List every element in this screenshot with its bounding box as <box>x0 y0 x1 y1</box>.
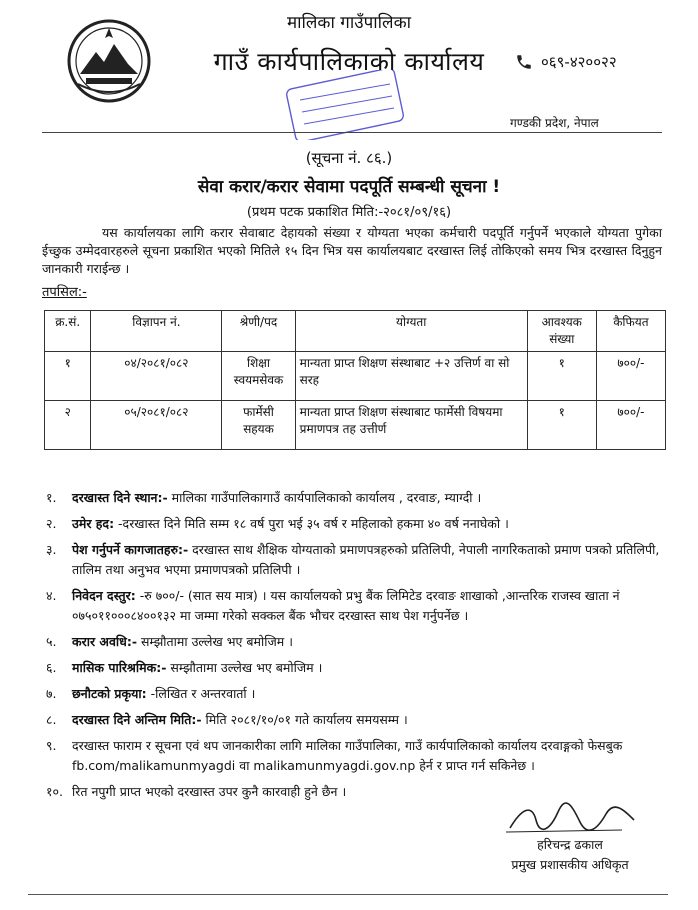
item-text <box>72 488 666 508</box>
item-label: दरखास्त दिने अन्तिम मिति:- <box>72 712 202 727</box>
cell-remarks: ७००/- <box>596 401 665 450</box>
item-label: उमेर हद: <box>72 516 115 531</box>
list-item <box>46 488 666 508</box>
handwritten-signature <box>502 798 642 838</box>
publication-date: (प्रथम पटक प्रकाशित मिति:-२०८१/०९/१६) <box>246 205 452 220</box>
item-text <box>72 586 666 626</box>
item-number: ९. <box>46 738 57 753</box>
table-row <box>45 352 666 401</box>
item-number: १०. <box>46 784 63 799</box>
intro-paragraph <box>42 224 662 278</box>
col-header-ad-no: विज्ञापन नं. <box>91 311 222 352</box>
list-item <box>46 710 666 730</box>
conditions-list <box>46 488 666 808</box>
table-row <box>45 401 666 450</box>
col-header-required: आवश्यक संख्या <box>527 311 596 352</box>
item-text <box>72 658 666 678</box>
phone-icon <box>515 53 533 71</box>
item-body: -लिखित र अन्तरवार्ता । <box>146 686 256 701</box>
notice-number: (सूचना नं. ८६.) <box>305 149 393 167</box>
province-label: गण्डकी प्रदेश, नेपाल <box>510 116 599 130</box>
list-item <box>46 632 666 652</box>
item-body: -रु ७००/- (सात सय मात्र) । यस कार्यालयको प्रभु बैंक लिमिटेड दरवाङ शाखाको ,आन्तरिक राजस्व खाता नं ०७५०११०००८४००१३२ मा जम्मा गरेको सक्कल बैंक भौचर दरखास्त साथ पेश गर्नुपर्नेछ । <box>72 588 620 623</box>
item-text <box>72 710 666 730</box>
header-divider <box>42 132 662 133</box>
item-body: -दरखास्त दिने मिति सम्म १८ वर्ष पुरा भई ३५ वर्ष र महिलाको हकमा ४० वर्ष ननाघेको । <box>114 516 509 531</box>
phone-contact <box>515 52 617 72</box>
item-label: मासिक पारिश्रमिक:- <box>72 660 167 675</box>
item-body: सम्झौतामा उल्लेख भए बमोजिम । <box>166 660 323 675</box>
list-item <box>46 684 666 704</box>
cell-ad-no: ०५/२०८१/०८२ <box>91 401 222 450</box>
municipality-name: मालिका गाउँपालिका <box>286 13 412 33</box>
list-item <box>46 514 666 534</box>
office-stamp <box>270 70 410 140</box>
phone-number: ०६९-४२००२२ <box>541 53 617 71</box>
item-number: ३. <box>46 542 57 557</box>
item-text <box>72 514 666 534</box>
item-body: सम्झौतामा उल्लेख भए बमोजिम । <box>137 634 293 649</box>
item-body: मिति २०८१/१०/०१ गते कार्यालय समयसम्म । <box>201 712 408 727</box>
cell-sn: १ <box>45 352 91 401</box>
intro-text: यस कार्यालयका लागि करार सेवाबाट देहायको संख्या र योग्यता भएका कर्मचारी पदपूर्ति गर्नुपर्ने भएकाले योग्यता पुगेका ईच्छुक उम्मेदवारहरुले सूचना प्रकाशित भएको मितिले १५ दिन भित्र यस कार्यालयबाट दरखास्त लिई तोकिएको समय भित्र दरखास्त दिनुहुन जानकारी गराईन्छ । <box>42 225 662 276</box>
col-header-qualification: योग्यता <box>295 311 527 352</box>
list-item <box>46 586 666 626</box>
list-item <box>46 540 666 580</box>
item-number: १. <box>46 490 57 505</box>
signatory-title: प्रमुख प्रशासकीय अधिकृत <box>511 857 629 872</box>
item-body: मालिका गाउँपालिकागाउँ कार्यपालिकाको कार्यालय , दरवाङ, म्याग्दी । <box>167 490 482 505</box>
signatory-name: हरिचन्द्र ढकाल <box>537 837 603 852</box>
item-label: छनौटको प्रकृया: <box>72 686 147 701</box>
item-body: दरखास्त साथ शैक्षिक योग्यताको प्रमाणपत्रहरुको प्रतिलिपी, नेपाली नागरिकताको प्रमाण पत्रको प्रतिलिपी, तालिम तथा अनुभव भएमा प्रमाणपत्रको प्रतिलिपी । <box>72 542 660 577</box>
footer-divider <box>28 894 668 895</box>
item-text <box>72 736 666 776</box>
item-label: निवेदन दस्तुर: <box>72 588 136 603</box>
item-text <box>72 540 666 580</box>
cell-category: शिक्षा स्वयमसेवक <box>222 352 295 401</box>
item-label: दरखास्त दिने स्थान:- <box>72 490 168 505</box>
col-header-category: श्रेणी/पद <box>222 311 295 352</box>
item-number: ६. <box>46 660 57 675</box>
cell-category: फार्मेसी सहयक <box>222 401 295 450</box>
cell-ad-no: ०४/२०८१/०८२ <box>91 352 222 401</box>
cell-required: १ <box>527 401 596 450</box>
cell-remarks: ७००/- <box>596 352 665 401</box>
cell-required: १ <box>527 352 596 401</box>
office-name: गाउँ कार्यपालिकाको कार्यालय <box>213 47 485 76</box>
item-label: करार अवधि:- <box>72 634 138 649</box>
item-body: रित नपुगी प्राप्त भएको दरखास्त उपर कुनै कारवाही हुने छैन । <box>72 784 347 799</box>
item-body: दरखास्त फाराम र सूचना एवं थप जानकारीका लागि मालिका गाउँपालिका, गाउँ कार्यपालिकाको कार्यालय दरवाङ्गको फेसबुक fb.com/malikamunmyagdi वा malikamunmyagdi.gov.np हेर्न र प्राप्त गर्न सकिनेछ । <box>72 738 623 773</box>
item-text <box>72 684 666 704</box>
details-label: तपसिल:- <box>42 285 87 300</box>
cell-qualification: मान्यता प्राप्त शिक्षण संस्थाबाट +२ उत्तिर्ण वा सो सरह <box>295 352 527 401</box>
list-item <box>46 736 666 776</box>
list-item <box>46 658 666 678</box>
item-number: ७. <box>46 686 57 701</box>
notice-title: सेवा करार/करार सेवामा पदपूर्ति सम्बन्धी सूचना ! <box>197 177 501 197</box>
table-header-row <box>45 311 666 352</box>
col-header-remarks: कैफियत <box>596 311 665 352</box>
item-number: ४. <box>46 588 57 603</box>
item-label: पेश गर्नुपर्ने कागजातहरु:- <box>72 542 189 557</box>
item-number: ८. <box>46 712 57 727</box>
vacancy-table <box>44 310 666 450</box>
col-header-sn: क्र.सं. <box>45 311 91 352</box>
item-number: ५. <box>46 634 57 649</box>
item-number: २. <box>46 516 57 531</box>
cell-sn: २ <box>45 401 91 450</box>
item-text <box>72 632 666 652</box>
cell-qualification: मान्यता प्राप्त शिक्षण संस्थाबाट फार्मेसी विषयमा प्रमाणपत्र तह उत्तीर्ण <box>295 401 527 450</box>
